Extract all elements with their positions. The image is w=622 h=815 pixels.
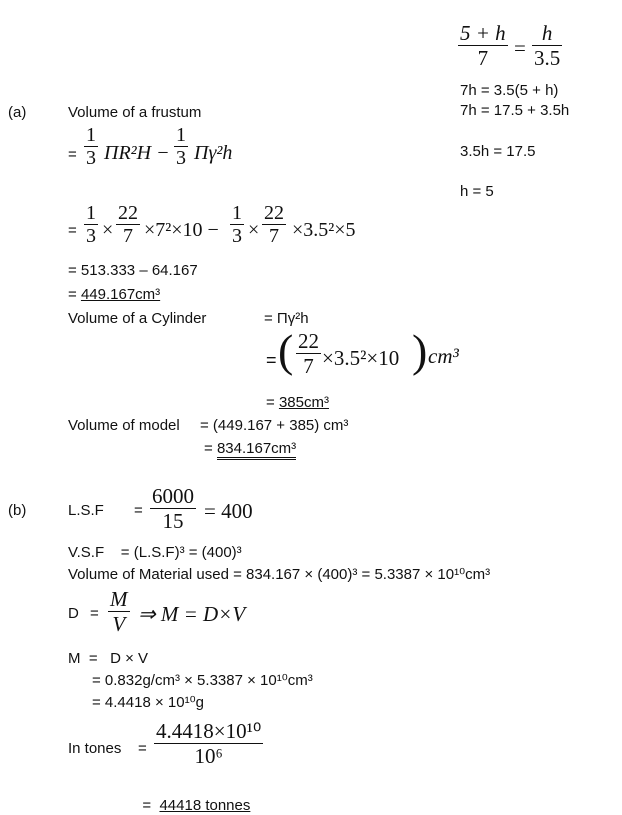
frustum-subst-frac-4 [262,202,286,248]
cylinder-formula: = Πγ²h [264,310,309,327]
frac-denominator: 7 [269,225,279,247]
frac-numerator: 1 [86,124,96,146]
ratio-step-4: h = 5 [460,183,494,200]
frustum-formula-lead: = [68,146,77,163]
ratio-left-denominator: 7 [477,46,489,71]
ratio-right-numerator: h [532,22,562,46]
frustum-subst-times-2: × [248,219,260,241]
lsf-equals: = [134,502,143,519]
right-paren: ) [412,325,428,376]
frac-numerator: 4.4418×10¹⁰ [156,719,262,743]
part-a-label: (a) [8,104,27,121]
frac-numerator: 22 [118,202,138,224]
frac-denominator: V [112,612,126,637]
frustum-result-prefix: = [68,286,81,303]
density-fraction [108,588,130,636]
model-result: 834.167cm³ [217,440,296,460]
frac-numerator: 1 [86,202,96,224]
cylinder-subst-unit: cm³ [428,344,459,368]
tones-result-prefix: = [142,797,160,815]
frac-denominator: 3 [176,147,186,169]
ratio-right-fraction [532,22,562,70]
frac-numerator: 1 [176,124,186,146]
tones-label: In tones [68,740,122,757]
cylinder-subst-rest: ×3.5²×10 [322,346,400,370]
cylinder-title: Volume of a Cylinder [68,310,207,327]
vsf-line: V.S.F = (L.S.F)³ = (400)³ [68,544,242,561]
cylinder-subst-lead: = [266,350,277,370]
model-title: Volume of model [68,417,180,434]
frac-numerator: 1 [232,202,242,224]
part-b-label: (b) [8,502,27,519]
mass-step-1: = 0.832g/cm³ × 5.3387 × 10¹⁰cm³ [92,672,313,689]
tones-equals: = [138,740,147,757]
ratio-left-fraction [458,22,508,70]
frac-denominator: 3 [86,225,96,247]
mass-step-2: = 4.4418 × 10¹⁰g [92,694,204,711]
frustum-subst-frac-2 [116,202,140,248]
cylinder-result: 385cm³ [278,394,329,411]
frustum-title: Volume of a frustum [68,104,202,121]
frustum-result: 449.167cm³ [80,286,161,303]
frustum-difference: = 513.333 – 64.167 [68,262,198,279]
frac-denominator: 15 [162,509,184,534]
density-equals: = [90,605,99,622]
density-label: D [68,605,79,622]
material-line: Volume of Material used = 834.167 × (400)³ = 5.3387 × 10¹⁰cm³ [68,566,491,583]
ratio-left-numerator: 5 + h [460,21,506,45]
left-paren: ( [278,325,294,376]
frustum-subst-times-1: × [102,219,114,241]
frac-denominator: 7 [123,225,133,247]
lsf-label: L.S.F [68,502,104,519]
model-expression: = (449.167 + 385) cm³ [200,417,349,434]
ratio-step-1: 7h = 3.5(5 + h) [460,82,559,99]
frustum-result-line [68,286,160,303]
frustum-subst-mid: ×7²×10 − [144,219,219,241]
model-result-line [204,440,296,457]
frac-denominator: 3 [86,147,96,169]
frustum-subst-lead: = [68,222,77,239]
frustum-formula-term-1: ΠR²H − [104,142,170,164]
frustum-subst-tail: ×3.5²×5 [292,219,356,241]
frustum-formula-term-2: Πγ²h [194,142,233,164]
frac-denominator: 7 [303,354,314,379]
frustum-formula-frac-2 [174,124,188,170]
density-tail: ⇒ M = D×V [138,602,246,626]
tones-fraction [154,720,263,768]
cylinder-result-line [266,394,329,411]
lsf-result: = 400 [204,499,253,523]
ratio-step-2: 7h = 17.5 + 3.5h [460,102,570,119]
cylinder-result-prefix: = [266,394,279,411]
frustum-subst-frac-3 [230,202,244,248]
cylinder-subst-fraction [296,330,321,378]
frac-denominator: 10⁶ [194,744,223,769]
frac-numerator: 22 [264,202,284,224]
mass-line: M = D × V [68,650,149,667]
frac-numerator: 22 [298,329,319,353]
tones-result-line [134,780,250,815]
ratio-equals: = [514,36,526,60]
frac-numerator: 6000 [152,484,194,508]
ratio-step-3: 3.5h = 17.5 [460,143,536,160]
frac-denominator: 3 [232,225,242,247]
frustum-formula-frac-1 [84,124,98,170]
frustum-subst-frac-1 [84,202,98,248]
model-result-prefix: = [204,440,217,457]
lsf-fraction [150,485,196,533]
frac-numerator: M [110,587,128,611]
ratio-right-denominator: 3.5 [534,46,561,71]
tones-result: 44418 tonnes [159,797,251,815]
